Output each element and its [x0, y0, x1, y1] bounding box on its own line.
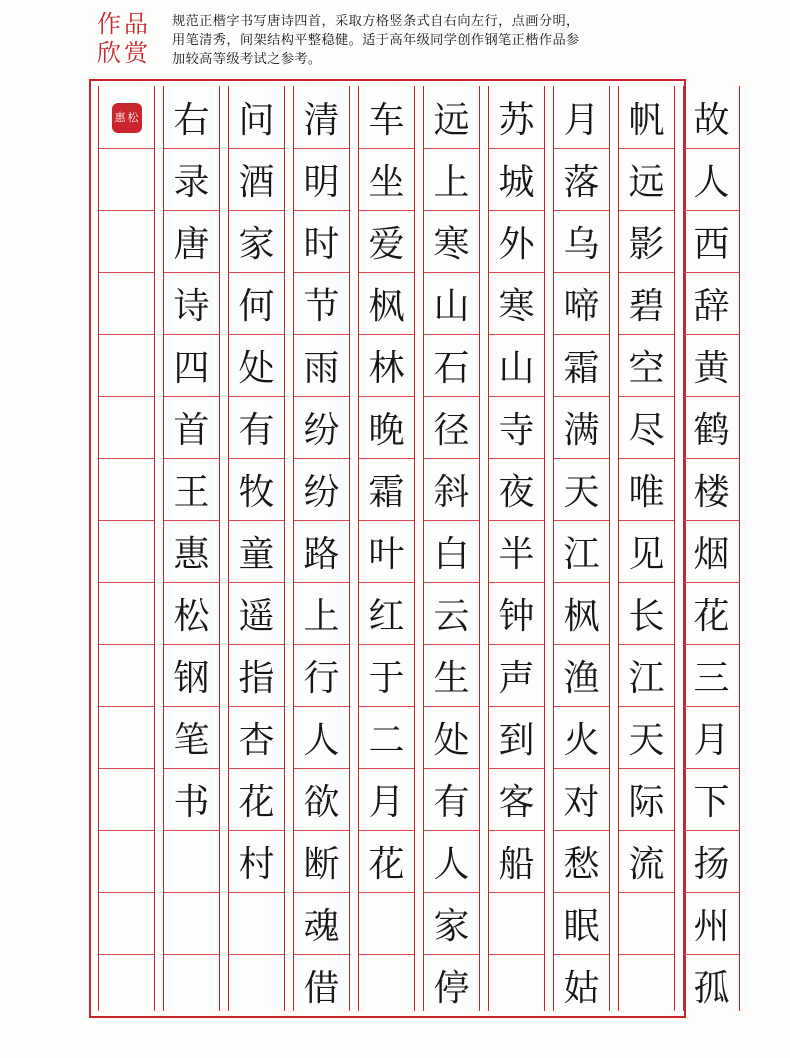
grid-cell: 石 [424, 334, 479, 397]
grid-column [228, 86, 285, 1011]
intro-line-3: 加较高等级考试之参考。 [172, 52, 322, 67]
grid-cell: 人 [684, 148, 739, 211]
grid-cell: 行 [294, 644, 349, 707]
grid-cell [99, 644, 154, 707]
heading-line-1: 作品 [97, 10, 151, 38]
grid-cell: 牧 [229, 458, 284, 521]
heading-line-2: 欣赏 [97, 39, 151, 67]
grid-cell: 西 [684, 210, 739, 273]
grid-cell: 明 [294, 148, 349, 211]
grid-cell [99, 148, 154, 211]
grid-cell: 渔 [554, 644, 609, 707]
grid-cell [99, 520, 154, 583]
grid-cell: 径 [424, 396, 479, 459]
grid-cell: 遥 [229, 582, 284, 645]
grid-cell: 辞 [684, 272, 739, 335]
grid-cell [99, 582, 154, 645]
grid-cell: 钟 [489, 582, 544, 645]
grid-column [293, 86, 350, 1011]
grid-cell: 诗 [164, 272, 219, 335]
grid-cell: 影 [619, 210, 674, 273]
grid-cell: 纷 [294, 458, 349, 521]
grid-cell: 村 [229, 830, 284, 893]
grid-cell: 二 [359, 706, 414, 769]
grid-cell [99, 334, 154, 397]
grid-cell [99, 892, 154, 955]
grid-cell: 钢 [164, 644, 219, 707]
grid-column [98, 86, 155, 1011]
grid-cell: 夜 [489, 458, 544, 521]
grid-cell: 书 [164, 768, 219, 831]
grid-cell: 人 [294, 706, 349, 769]
grid-column [618, 86, 675, 1011]
grid-cell: 火 [554, 706, 609, 769]
grid-cell: 有 [424, 768, 479, 831]
grid-cell: 生 [424, 644, 479, 707]
grid-cell: 碧 [619, 272, 674, 335]
grid-cell: 空 [619, 334, 674, 397]
grid-cell: 车 [359, 86, 414, 149]
grid-cell: 声 [489, 644, 544, 707]
grid-cell: 节 [294, 272, 349, 335]
grid-cell: 扬 [684, 830, 739, 893]
grid-cell: 松 [164, 582, 219, 645]
grid-cell: 远 [619, 148, 674, 211]
grid-cell: 江 [554, 520, 609, 583]
seal-stamp: 惠 松 [112, 103, 142, 133]
grid-cell: 对 [554, 768, 609, 831]
grid-cell: 处 [229, 334, 284, 397]
grid-cell: 尽 [619, 396, 674, 459]
grid-cell: 处 [424, 706, 479, 769]
grid-cell [164, 954, 219, 1017]
grid-cell: 雨 [294, 334, 349, 397]
grid-cell: 故 [684, 86, 739, 149]
grid-cell: 酒 [229, 148, 284, 211]
grid-cell: 到 [489, 706, 544, 769]
grid-cell [164, 830, 219, 893]
grid-cell: 枫 [554, 582, 609, 645]
grid-cell: 白 [424, 520, 479, 583]
grid-cell: 乌 [554, 210, 609, 273]
grid-cell: 花 [684, 582, 739, 645]
grid-cell: 际 [619, 768, 674, 831]
grid-cell: 半 [489, 520, 544, 583]
grid-cell: 欲 [294, 768, 349, 831]
grid-cell: 云 [424, 582, 479, 645]
grid-cell: 寺 [489, 396, 544, 459]
grid-cell: 杏 [229, 706, 284, 769]
grid-cell: 惠 [164, 520, 219, 583]
grid-cell [99, 706, 154, 769]
grid-column [488, 86, 545, 1011]
grid-cell [99, 458, 154, 521]
grid-cell: 州 [684, 892, 739, 955]
grid-cell: 上 [424, 148, 479, 211]
grid-column [553, 86, 610, 1011]
grid-cell: 录 [164, 148, 219, 211]
grid-column [163, 86, 220, 1011]
grid-cell: 船 [489, 830, 544, 893]
grid-cell: 花 [359, 830, 414, 893]
grid-cell: 花 [229, 768, 284, 831]
grid-cell: 帆 [619, 86, 674, 149]
grid-cell: 断 [294, 830, 349, 893]
grid-cell: 寒 [489, 272, 544, 335]
grid-cell: 落 [554, 148, 609, 211]
grid-cell: 唯 [619, 458, 674, 521]
grid-cell [619, 954, 674, 1017]
grid-cell: 问 [229, 86, 284, 149]
grid-cell: 黄 [684, 334, 739, 397]
grid-cell: 爱 [359, 210, 414, 273]
grid-cell: 月 [359, 768, 414, 831]
grid-cell: 叶 [359, 520, 414, 583]
grid-cell: 林 [359, 334, 414, 397]
grid-cell [229, 892, 284, 955]
grid-cell: 满 [554, 396, 609, 459]
grid-cell: 姑 [563, 968, 600, 1009]
grid-cell: 客 [489, 768, 544, 831]
grid-cell: 长 [619, 582, 674, 645]
grid-cell: 孤 [693, 968, 730, 1009]
grid-cell: 路 [294, 520, 349, 583]
grid-cell: 纷 [294, 396, 349, 459]
grid-cell: 停 [433, 968, 470, 1009]
grid-cell: 江 [619, 644, 674, 707]
grid-cell [229, 954, 284, 1017]
grid-cell: 唐 [164, 210, 219, 273]
grid-cell [359, 954, 414, 1017]
grid-cell [359, 892, 414, 955]
grid-cell: 童 [229, 520, 284, 583]
grid-cell: 远 [424, 86, 479, 149]
grid-cell: 何 [229, 272, 284, 335]
heading [97, 10, 161, 68]
grid-cell: 月 [684, 706, 739, 769]
grid-cell: 天 [619, 706, 674, 769]
grid-cell [99, 396, 154, 459]
grid-cell: 鹤 [684, 396, 739, 459]
grid-cell: 笔 [164, 706, 219, 769]
grid-cell: 山 [424, 272, 479, 335]
grid-cell [489, 954, 544, 1017]
grid-cell [489, 892, 544, 955]
calligraphy-grid [98, 86, 730, 1011]
grid-cell: 城 [489, 148, 544, 211]
grid-column [423, 86, 480, 1011]
grid-cell: 枫 [359, 272, 414, 335]
grid-cell: 有 [229, 396, 284, 459]
intro-text [172, 12, 712, 69]
grid-cell: 烟 [684, 520, 739, 583]
grid-cell: 时 [294, 210, 349, 273]
grid-cell: 三 [684, 644, 739, 707]
grid-cell: 于 [359, 644, 414, 707]
grid-cell: 借 [303, 968, 340, 1009]
grid-cell: 月 [554, 86, 609, 149]
grid-cell: 下 [684, 768, 739, 831]
grid-cell: 上 [294, 582, 349, 645]
grid-cell: 魂 [294, 892, 349, 955]
grid-column [683, 86, 740, 1011]
grid-cell: 红 [359, 582, 414, 645]
grid-cell: 指 [229, 644, 284, 707]
grid-cell: 王 [164, 458, 219, 521]
grid-cell: 右 [164, 86, 219, 149]
grid-cell [99, 830, 154, 893]
grid-cell: 流 [619, 830, 674, 893]
grid-cell: 山 [489, 334, 544, 397]
grid-cell [99, 954, 154, 1017]
grid-cell: 啼 [554, 272, 609, 335]
grid-cell [164, 892, 219, 955]
grid-cell: 霜 [554, 334, 609, 397]
grid-cell: 愁 [554, 830, 609, 893]
grid-cell: 寒 [424, 210, 479, 273]
grid-cell: 天 [554, 458, 609, 521]
grid-cell: 家 [424, 892, 479, 955]
grid-cell: 人 [424, 830, 479, 893]
grid-cell [619, 892, 674, 955]
grid-cell: 首 [164, 396, 219, 459]
grid-cell [99, 272, 154, 335]
grid-cell: 斜 [424, 458, 479, 521]
grid-cell: 霜 [359, 458, 414, 521]
grid-cell: 坐 [359, 148, 414, 211]
intro-line-1: 规范正楷字书写唐诗四首，采取方格竖条式自右向左行，点画分明， [172, 14, 580, 29]
grid-cell [99, 768, 154, 831]
grid-cell: 眠 [554, 892, 609, 955]
intro-line-2: 用笔清秀，间架结构平整稳健。适于高年级同学创作钢笔正楷作品参 [172, 33, 580, 48]
grid-cell: 晚 [359, 396, 414, 459]
grid-cell: 楼 [684, 458, 739, 521]
grid-cell: 清 [294, 86, 349, 149]
grid-cell: 外 [489, 210, 544, 273]
grid-cell: 四 [164, 334, 219, 397]
grid-cell: 家 [229, 210, 284, 273]
grid-cell: 见 [619, 520, 674, 583]
grid-cell: 苏 [489, 86, 544, 149]
grid-column [358, 86, 415, 1011]
grid-cell [99, 210, 154, 273]
